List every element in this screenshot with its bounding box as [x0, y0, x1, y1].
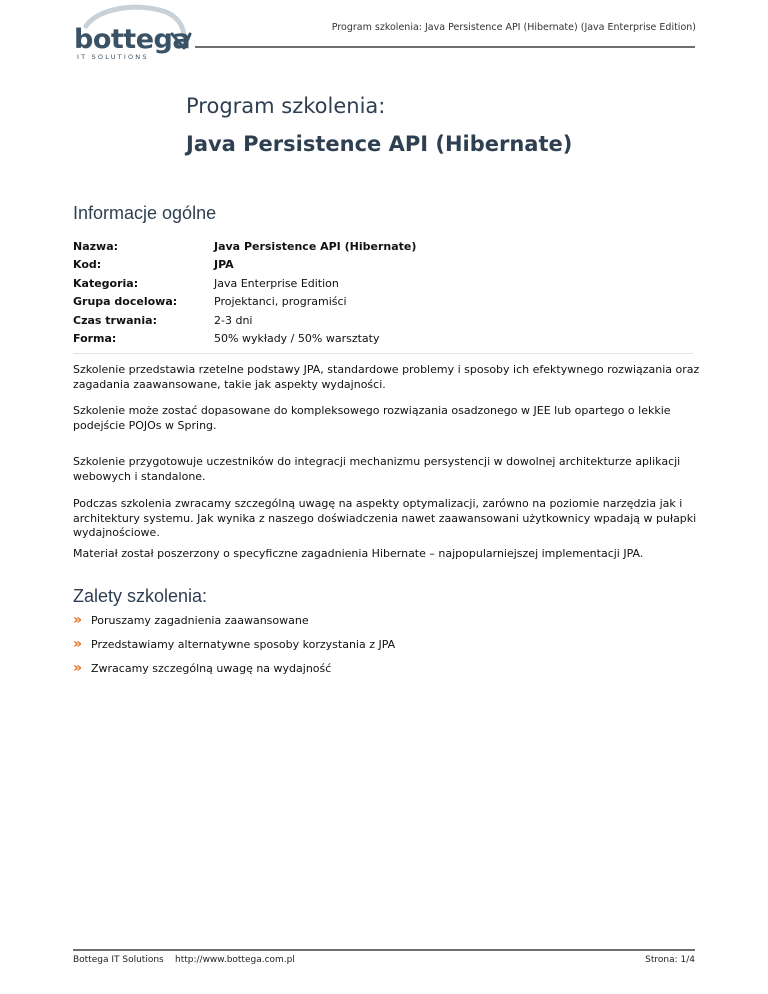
list-item-text: Zwracamy szczególną uwagę na wydajność	[91, 662, 332, 675]
info-key: Forma:	[73, 332, 117, 346]
info-value: 50% wykłady / 50% warsztaty	[214, 332, 380, 346]
logo-subtext: IT SOLUTIONS	[77, 53, 149, 61]
description-paragraph: Szkolenie przedstawia rzetelne podstawy JPA, standardowe problemy i sposoby ich efektywnego rozwiązania oraz zagadania zaawansowane, takie jak aspekty wydajności.	[73, 363, 700, 391]
list-item	[73, 638, 395, 662]
list-item-text: Przedstawiamy alternatywne sposoby korzystania z JPA	[91, 638, 396, 651]
info-key: Nazwa:	[73, 240, 119, 253]
advantages-heading: Zalety szkolenia:	[73, 586, 208, 606]
footer-company: Bottega IT Solutions	[73, 955, 164, 965]
description-paragraph: Szkolenie może zostać dopasowane do kompleksowego rozwiązania osadzonego w JEE lub opartego o lekkie podejście POJOs w Spring.	[73, 404, 671, 432]
description-paragraph: Materiał został poszerzony o specyficzne zagadnienia Hibernate – najpopularniejszej implementacji JPA.	[73, 547, 644, 560]
info-value: JPA	[214, 258, 234, 272]
advantages-list	[73, 614, 395, 686]
header-rule	[195, 46, 695, 48]
info-row-form	[73, 330, 416, 348]
info-row-code	[73, 256, 416, 274]
description-paragraph: Podczas szkolenia zwracamy szczególną uwagę na aspekty optymalizacji, zarówno na poziomie narzędzia jak i architektury systemu. Jak wynika z naszego doświadczenia nawet zaawansowani użytkownicy wpadają w pułapki wydajnościowe.	[73, 497, 697, 540]
double-chevron-icon: »	[73, 660, 83, 676]
footer-url-link[interactable]: http://www.bottega.com.pl	[175, 955, 295, 965]
footer-page-number: Strona: 1/4	[645, 955, 695, 965]
info-row-audience	[73, 293, 416, 311]
info-section-heading: Informacje ogólne	[73, 203, 217, 223]
info-value: Java Enterprise Edition	[214, 276, 339, 290]
page-header	[0, 0, 768, 70]
description-paragraph: Szkolenie przygotowuje uczestników do integracji mechanizmu persystencji w dowolnej architekturze aplikacji webowych i standalone.	[73, 455, 681, 483]
footer-rule	[73, 949, 695, 951]
info-value: 2-3 dni	[214, 313, 253, 327]
section-divider	[73, 353, 693, 354]
document-title-line2: Java Persistence API (Hibernate)	[186, 132, 573, 156]
info-key: Czas trwania:	[73, 313, 157, 327]
double-chevron-icon: »	[73, 612, 83, 628]
document-title-line1: Program szkolenia:	[186, 94, 386, 118]
info-row-name	[73, 238, 416, 256]
info-row-duration	[73, 312, 416, 330]
info-value: Projektanci, programiści	[214, 295, 347, 309]
list-item	[73, 662, 395, 686]
double-chevron-icon: »	[73, 636, 83, 652]
info-key: Kategoria:	[73, 276, 139, 290]
list-item	[73, 614, 395, 638]
logo-wordmark: bottega	[74, 24, 191, 55]
bottega-logo	[68, 4, 192, 60]
info-table	[73, 238, 416, 348]
running-header-title: Program szkolenia: Java Persistence API (Hibernate) (Java Enterprise Edition)	[331, 22, 696, 33]
list-item-text: Poruszamy zagadnienia zaawansowane	[91, 614, 309, 627]
info-key: Kod:	[73, 258, 102, 272]
info-value: Java Persistence API (Hibernate)	[214, 240, 417, 253]
info-row-category	[73, 275, 416, 293]
info-key: Grupa docelowa:	[73, 295, 178, 309]
